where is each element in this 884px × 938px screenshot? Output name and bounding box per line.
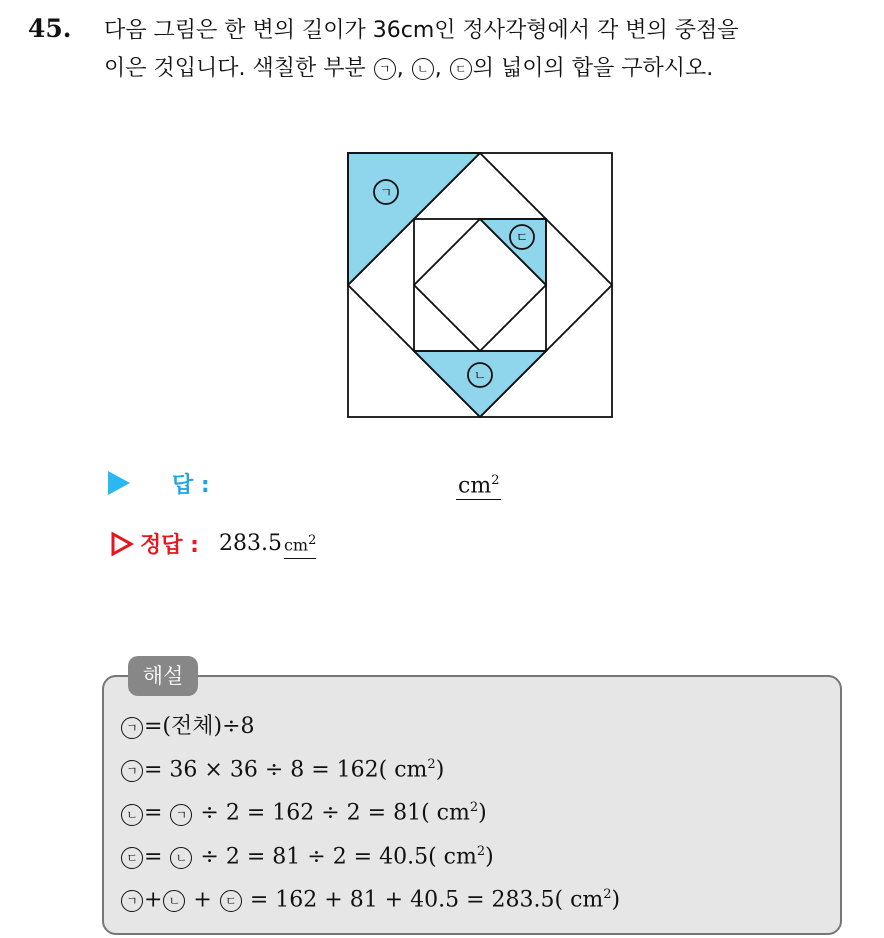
sol3-text: =: [144, 800, 170, 826]
question-text-line2-after: 의 넓이의 합을 구하시오.: [472, 56, 714, 81]
square-midpoint-figure: [340, 145, 620, 425]
sol2-circle: ㄱ: [121, 760, 143, 782]
sol5-text2: +: [186, 887, 219, 913]
answer-label: 답 :: [172, 472, 210, 498]
circled-label-a: ㄱ: [374, 58, 396, 80]
sol5-sup: 2: [603, 886, 612, 902]
sol4-tail: ): [485, 843, 494, 869]
solution-line-4: [120, 833, 620, 876]
sol1-text: =(전체)÷8: [144, 714, 255, 739]
comma-1: ,: [396, 56, 404, 81]
answer-unit-power: 2: [491, 473, 500, 488]
correct-answer-unit: [284, 528, 316, 559]
solution-lines: [120, 708, 620, 919]
answer-unit-blank[interactable]: [456, 468, 501, 500]
question-number: 45.: [28, 14, 72, 43]
sol2-tail: ): [435, 757, 445, 783]
shaded-region-b: [414, 351, 546, 417]
solution-tab: 해설: [128, 656, 198, 696]
comma-2: ,: [434, 56, 442, 81]
region-a-label: ㄱ: [379, 186, 393, 201]
question-text-line2-before: 이은 것입니다. 색칠한 부분: [104, 56, 366, 81]
sol1-circle: ㄱ: [121, 717, 143, 739]
outline-triangle-icon: [110, 531, 134, 557]
sol5-circle3: ㄷ: [220, 890, 242, 912]
sol4-text: =: [144, 843, 170, 869]
sol4-sup: 2: [476, 843, 486, 859]
circled-label-c: ㄷ: [450, 58, 472, 80]
sol5-circle: ㄱ: [121, 890, 143, 912]
sol2-sup: 2: [427, 757, 436, 772]
question-text-line2: [104, 54, 713, 84]
correct-unit-power: 2: [308, 533, 317, 548]
question-text-line1: 다음 그림은 한 변의 길이가 36cm인 정사각형에서 각 변의 중점을: [104, 18, 739, 43]
sol3-sup: 2: [469, 800, 479, 816]
solution-line-1: [120, 708, 620, 746]
sol3-tail: ): [478, 800, 487, 826]
sol3-circle2: ㄱ: [170, 804, 192, 826]
sol3-text2: ÷ 2 = 162 ÷ 2 = 81( cm: [193, 800, 470, 826]
sol5-tail: ): [611, 887, 621, 913]
correct-unit-text: cm: [283, 535, 309, 555]
sol5-text: +: [144, 887, 163, 913]
sol5-circle2: ㄴ: [163, 890, 185, 912]
region-b-label: ㄴ: [473, 369, 487, 384]
correct-answer-value: 283.5: [218, 531, 282, 557]
sol4-circle: ㄷ: [121, 847, 143, 869]
sol2-text: = 36 × 36 ÷ 8 = 162( cm: [144, 757, 428, 783]
solution-line-2: [120, 746, 620, 789]
solution-line-3: [120, 789, 620, 832]
circled-label-b: ㄴ: [412, 58, 434, 80]
sol3-circle: ㄴ: [121, 804, 143, 826]
sol4-circle2: ㄴ: [170, 847, 192, 869]
sol4-text2: ÷ 2 = 81 ÷ 2 = 40.5( cm: [193, 843, 477, 869]
solution-line-5: [120, 876, 620, 919]
play-triangle-icon: [108, 471, 130, 495]
region-c-label: ㄷ: [515, 231, 529, 246]
answer-unit: cm: [458, 473, 492, 499]
correct-answer-label: 정답 :: [140, 533, 199, 559]
correct-answer-row: [110, 528, 316, 559]
answer-row: [108, 466, 210, 500]
sol5-text3: = 162 + 81 + 40.5 = 283.5( cm: [242, 887, 604, 913]
